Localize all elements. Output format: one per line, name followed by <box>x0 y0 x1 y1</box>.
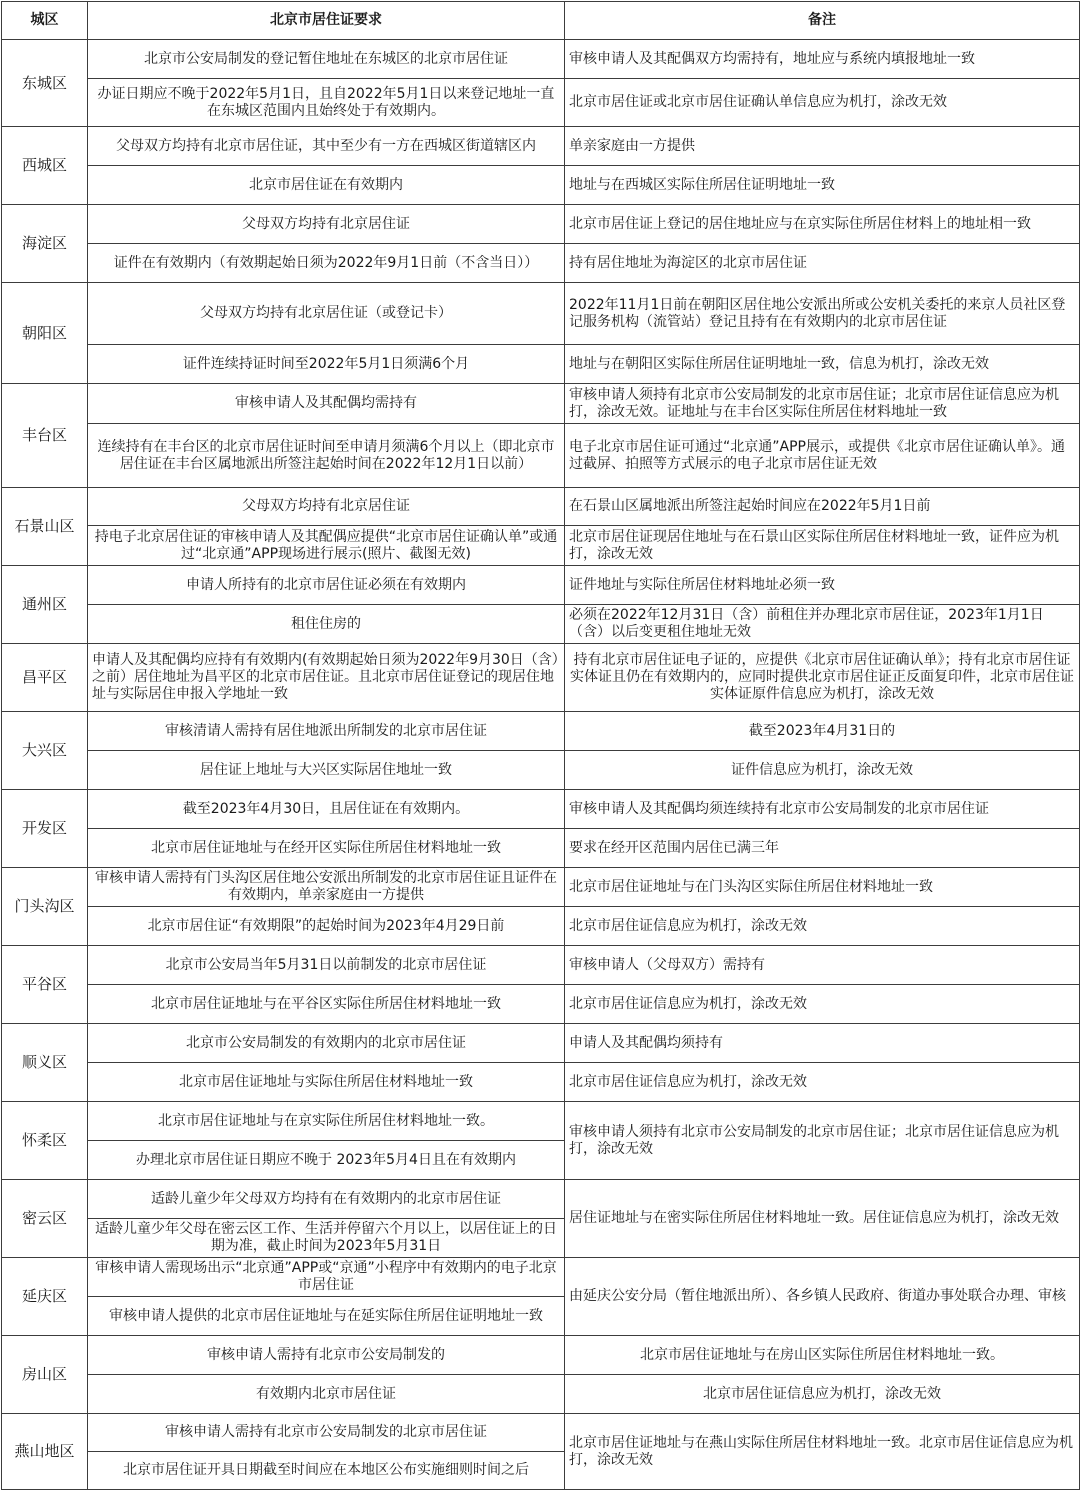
requirement-text: 北京市居住证地址与实际住所居住材料地址一致 <box>179 1073 473 1090</box>
requirement-cell <box>88 166 565 205</box>
requirement-cell <box>88 1258 565 1297</box>
requirement-cell <box>88 205 565 244</box>
district-cell: 通州区 <box>2 566 88 644</box>
requirement-cell <box>88 1336 565 1375</box>
note-cell <box>565 751 1080 790</box>
note-text: 由延庆公安分局（暂住地派出所）、各乡镇人民政府、街道办事处联合办理、审核 <box>569 1288 1066 1304</box>
note-cell <box>565 605 1080 644</box>
note-text: 审核申请人及其配偶双方均需持有，地址应与系统内填报地址一致 <box>569 50 975 67</box>
table-row <box>2 1375 1080 1414</box>
note-text: 申请人及其配偶均须持有 <box>569 1034 723 1051</box>
requirement-text: 北京市居住证地址与在京实际住所居住材料地址一致。 <box>158 1112 494 1129</box>
district-cell: 延庆区 <box>2 1258 88 1336</box>
table-row <box>2 127 1080 166</box>
district-cell: 石景山区 <box>2 488 88 566</box>
note-text: 北京市居住证信息应为机打，涂改无效 <box>703 1385 941 1402</box>
note-text: 北京市居住证信息应为机打，涂改无效 <box>569 995 807 1012</box>
note-text: 2022年11月1日前在朝阳区居住地公安派出所或公安机关委托的来京人员社区登记服务机构（流管站）登记且持有在有效期内的北京市居住证 <box>569 296 1066 330</box>
table-row <box>2 345 1080 384</box>
note-text: 审核申请人及其配偶均须连续持有北京市公安局制发的北京市居住证 <box>569 800 989 817</box>
district-cell: 东城区 <box>2 40 88 127</box>
table-row <box>2 1336 1080 1375</box>
requirement-text: 适龄儿童少年父母双方均持有在有效期内的北京市居住证 <box>151 1190 501 1207</box>
table-row <box>2 1024 1080 1063</box>
note-text: 北京市居住证地址与在门头沟区实际住所居住材料地址一致 <box>569 878 933 895</box>
requirement-text: 北京市居住证地址与在经开区实际住所居住材料地址一致 <box>151 839 501 856</box>
requirement-cell <box>88 907 565 946</box>
requirement-text: 审核申请人需持有门头沟区居住地公安派出所制发的北京市居住证且证件在有效期内，单亲家庭由一方提供 <box>95 870 557 903</box>
district-cell: 海淀区 <box>2 205 88 283</box>
note-cell <box>565 1180 1080 1258</box>
district-cell: 丰台区 <box>2 384 88 488</box>
requirement-text: 申请人及其配偶均应持有有效期内(有效期起始日须为2022年9月30日（含）之前）居住地址为昌平区的北京市居住证。且北京市居住证登记的现居住地址与实际居住申报入学地址一致 <box>92 652 559 702</box>
note-cell <box>565 244 1080 283</box>
table-row <box>2 566 1080 605</box>
requirement-text: 北京市公安局制发的有效期内的北京市居住证 <box>186 1034 466 1051</box>
requirement-cell <box>88 1024 565 1063</box>
note-text: 电子北京市居住证可通过“北京通”APP展示，或提供《北京市居住证确认单》。通过截屏、拍照等方式展示的电子北京市居住证无效 <box>569 438 1065 472</box>
requirement-cell <box>88 345 565 384</box>
note-text: 截至2023年4月31日的 <box>748 722 896 739</box>
requirement-cell <box>88 244 565 283</box>
note-text: 北京市居住证信息应为机打，涂改无效 <box>569 1073 807 1090</box>
district-cell: 开发区 <box>2 790 88 868</box>
note-text: 北京市居住证现居住地址与在石景山区实际住所居住材料地址一致，证件应为机打，涂改无效 <box>569 528 1059 562</box>
requirement-text: 办理北京市居住证日期应不晚于 2023年5月4日且在有效期内 <box>136 1151 516 1168</box>
note-cell <box>565 1102 1080 1180</box>
requirement-cell <box>88 751 565 790</box>
table-row <box>2 751 1080 790</box>
requirement-text: 连续持有在丰台区的北京市居住证时间至申请月须满6个月以上（即北京市居住证在丰台区属地派出所签注起始时间在2022年12月1日以前） <box>97 438 555 472</box>
requirement-cell <box>88 40 565 79</box>
requirement-text: 持电子北京居住证的审核申请人及其配偶应提供“北京市居住证确认单”或通过“北京通”APP现场进行展示(照片、截图无效) <box>94 528 558 562</box>
requirement-cell <box>88 605 565 644</box>
requirement-cell <box>88 1141 565 1180</box>
note-cell <box>565 1063 1080 1102</box>
table-row <box>2 1414 1080 1452</box>
note-cell <box>565 384 1080 424</box>
requirement-cell <box>88 946 565 985</box>
header-requirement: 北京市居住证要求 <box>88 2 565 40</box>
table-row <box>2 526 1080 566</box>
table-row <box>2 488 1080 526</box>
note-text: 证件地址与实际住所居住材料地址必须一致 <box>569 576 835 593</box>
note-cell <box>565 907 1080 946</box>
note-text: 北京市居住证或北京市居住证确认单信息应为机打，涂改无效 <box>569 94 947 110</box>
note-cell <box>565 790 1080 829</box>
table-row <box>2 384 1080 424</box>
requirement-cell <box>88 712 565 751</box>
table-row <box>2 79 1080 127</box>
note-cell <box>565 40 1080 79</box>
requirement-cell <box>88 1375 565 1414</box>
table-row <box>2 1180 1080 1219</box>
requirement-text: 北京市居住证在有效期内 <box>249 176 403 193</box>
requirement-text: 北京市居住证地址与在平谷区实际住所居住材料地址一致 <box>151 995 501 1012</box>
requirement-text: 适龄儿童少年父母在密云区工作、生活并停留六个月以上，以居住证上的日期为准，截止时间为2023年5月31日 <box>95 1221 557 1254</box>
requirement-text: 北京市公安局制发的登记暂住地址在东城区的北京市居住证 <box>144 50 508 67</box>
district-cell: 朝阳区 <box>2 283 88 384</box>
requirement-text: 北京市居住证开具日期截至时间应在本地区公布实施细则时间之后 <box>123 1462 529 1478</box>
table-row <box>2 790 1080 829</box>
district-cell: 密云区 <box>2 1180 88 1258</box>
requirement-text: 居住证上地址与大兴区实际居住地址一致 <box>200 761 452 778</box>
requirement-cell <box>88 829 565 868</box>
requirement-text: 证件连续持证时间至2022年5月1日须满6个月 <box>182 355 470 372</box>
table-row <box>2 907 1080 946</box>
header-district: 城区 <box>2 2 88 40</box>
requirement-cell <box>88 526 565 566</box>
note-cell <box>565 488 1080 526</box>
note-text: 地址与在西城区实际住所居住证明地址一致 <box>569 176 835 193</box>
note-cell <box>565 644 1080 712</box>
note-cell <box>565 1375 1080 1414</box>
note-text: 审核申请人须持有北京市公安局制发的北京市居住证；北京市居住证信息应为机打，涂改无效。证地址与在丰台区实际住所居住材料地址一致 <box>569 386 1059 420</box>
note-cell <box>565 712 1080 751</box>
requirement-text: 截至2023年4月30日，且居住证在有效期内。 <box>182 800 470 817</box>
note-cell <box>565 829 1080 868</box>
table-row <box>2 946 1080 985</box>
note-cell <box>565 283 1080 345</box>
requirement-cell <box>88 644 565 712</box>
requirement-text: 父母双方均持有北京居住证（或登记卡） <box>200 305 452 321</box>
note-text: 北京市居住证信息应为机打，涂改无效 <box>569 917 807 934</box>
table-row <box>2 712 1080 751</box>
note-cell <box>565 166 1080 205</box>
table-row <box>2 424 1080 488</box>
note-text: 北京市居住证上登记的居住地址应与在京实际住所居住材料上的地址相一致 <box>569 215 1031 232</box>
requirement-cell <box>88 1414 565 1452</box>
requirement-cell <box>88 868 565 907</box>
requirement-text: 父母双方均持有北京居住证 <box>242 215 410 232</box>
note-text: 审核申请人须持有北京市公安局制发的北京市居住证；北京市居住证信息应为机打，涂改无效 <box>569 1123 1059 1157</box>
note-cell <box>565 127 1080 166</box>
note-text: 证件信息应为机打，涂改无效 <box>731 761 913 778</box>
note-cell <box>565 985 1080 1024</box>
note-cell <box>565 205 1080 244</box>
table-row <box>2 1102 1080 1141</box>
table-row <box>2 166 1080 205</box>
note-text: 居住证地址与在密实际住所居住材料地址一致。居住证信息应为机打，涂改无效 <box>569 1210 1059 1226</box>
table-row <box>2 1063 1080 1102</box>
requirement-text: 审核申请人需持有北京市公安局制发的北京市居住证 <box>165 1424 487 1440</box>
table-row <box>2 985 1080 1024</box>
note-cell <box>565 79 1080 127</box>
note-text: 审核申请人（父母双方）需持有 <box>569 956 765 973</box>
table-row <box>2 644 1080 712</box>
requirement-text: 审核申请人需持有北京市公安局制发的 <box>207 1346 445 1363</box>
table-row <box>2 244 1080 283</box>
district-cell: 平谷区 <box>2 946 88 1024</box>
table-row <box>2 829 1080 868</box>
district-cell: 大兴区 <box>2 712 88 790</box>
note-cell <box>565 424 1080 488</box>
header-note: 备注 <box>565 2 1080 40</box>
note-text: 单亲家庭由一方提供 <box>569 137 695 154</box>
requirement-cell <box>88 488 565 526</box>
note-text: 地址与在朝阳区实际住所居住证明地址一致，信息为机打，涂改无效 <box>569 355 989 372</box>
header-row <box>2 2 1080 40</box>
requirement-cell <box>88 1219 565 1258</box>
table-row <box>2 205 1080 244</box>
note-cell <box>565 868 1080 907</box>
note-text: 要求在经开区范围内居住已满三年 <box>569 839 779 856</box>
residence-permit-table <box>1 1 1080 1490</box>
requirement-text: 父母双方均持有北京居住证 <box>242 498 410 514</box>
requirement-text: 审核申请人提供的北京市居住证地址与在延实际住所居住证明地址一致 <box>109 1307 543 1324</box>
requirement-text: 北京市公安局当年5月31日以前制发的北京市居住证 <box>165 956 487 973</box>
note-text: 必须在2022年12月31日（含）前租住并办理北京市居住证，2023年1月1日（含）以后变更租住地址无效 <box>569 607 1044 640</box>
note-text: 北京市居住证地址与在房山区实际住所居住材料地址一致。 <box>640 1346 1004 1363</box>
requirement-cell <box>88 283 565 345</box>
note-cell <box>565 1024 1080 1063</box>
district-cell: 顺义区 <box>2 1024 88 1102</box>
requirement-cell <box>88 985 565 1024</box>
note-cell <box>565 566 1080 605</box>
requirement-text: 父母双方均持有北京市居住证，其中至少有一方在西城区街道辖区内 <box>116 137 536 154</box>
note-text: 北京市居住证地址与在燕山实际住所居住材料地址一致。北京市居住证信息应为机打，涂改无效 <box>569 1434 1073 1468</box>
table-row <box>2 283 1080 345</box>
requirement-cell <box>88 790 565 829</box>
note-cell <box>565 345 1080 384</box>
requirement-cell <box>88 127 565 166</box>
requirement-text: 租住住房的 <box>291 615 361 632</box>
note-cell <box>565 1258 1080 1336</box>
requirement-text: 有效期内北京市居住证 <box>256 1385 396 1402</box>
requirement-cell <box>88 1180 565 1219</box>
requirement-text: 申请人所持有的北京市居住证必须在有效期内 <box>186 576 466 593</box>
note-text: 持有居住地址为海淀区的北京市居住证 <box>569 254 807 271</box>
district-cell: 门头沟区 <box>2 868 88 946</box>
note-cell <box>565 1336 1080 1375</box>
requirement-text: 审核申请人需现场出示“北京通”APP或“京通”小程序中有效期内的电子北京市居住证 <box>95 1260 557 1293</box>
note-cell <box>565 946 1080 985</box>
requirement-text: 证件在有效期内（有效期起始日须为2022年9月1日前（不含当日）） <box>113 254 539 271</box>
table-row <box>2 605 1080 644</box>
district-cell: 昌平区 <box>2 644 88 712</box>
requirement-cell <box>88 424 565 488</box>
table-row <box>2 1258 1080 1297</box>
requirement-cell <box>88 566 565 605</box>
requirement-text: 北京市居住证“有效期限”的起始时间为2023年4月29日前 <box>147 917 505 934</box>
district-cell: 房山区 <box>2 1336 88 1414</box>
note-text: 在石景山区属地派出所签注起始时间应在2022年5月1日前 <box>569 498 931 514</box>
note-cell <box>565 526 1080 566</box>
requirement-text: 办证日期应不晚于2022年5月1日，且自2022年5月1日以来登记地址一直在东城区范围内且始终处于有效期内。 <box>97 85 555 119</box>
requirement-cell <box>88 79 565 127</box>
district-cell: 怀柔区 <box>2 1102 88 1180</box>
table-row <box>2 40 1080 79</box>
note-text: 持有北京市居住证电子证的，应提供《北京市居住证确认单》；持有北京市居住证实体证且仍在有效期内的，应同时提供北京市居住证正反面复印件，北京市居住证实体证原件信息应为机打，涂改无效 <box>570 652 1074 702</box>
district-cell: 燕山地区 <box>2 1414 88 1490</box>
note-cell <box>565 1414 1080 1490</box>
requirement-text: 审核申请人及其配偶均需持有 <box>235 395 417 411</box>
table-row <box>2 868 1080 907</box>
requirement-cell <box>88 1297 565 1336</box>
requirement-text: 审核清请人需持有居住地派出所制发的北京市居住证 <box>165 722 487 739</box>
requirement-cell <box>88 384 565 424</box>
district-cell: 西城区 <box>2 127 88 205</box>
requirement-cell <box>88 1063 565 1102</box>
requirement-cell <box>88 1102 565 1141</box>
